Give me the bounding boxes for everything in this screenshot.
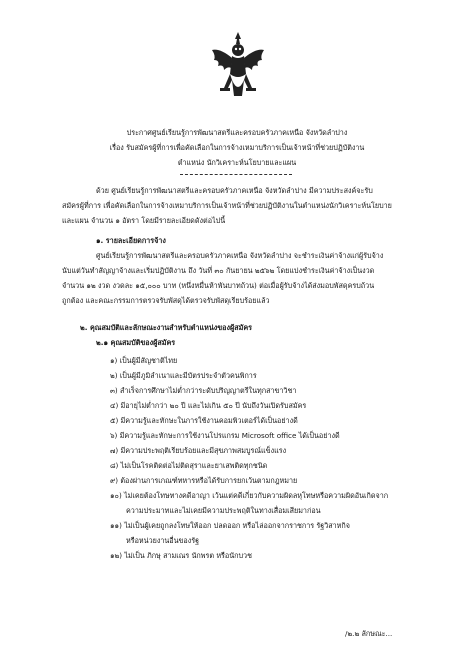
section-1-line: จำนวน ๑๒ งวด งวดละ ๑๕,๐๐๐ บาท (หนึ่งหมื่นห้าพันบาทถ้วน) ต่อเมื่อผู้รับจ้างได้ส่งมอบพัสดุครบถ้วน (62, 281, 375, 290)
qualification-item-continued: ความประมาทและไม่เคยมีความประพฤติในทางเสื่อมเสียมาก่อน (126, 506, 321, 515)
qualification-item: ๑๑) ไม่เป็นผู้เคยถูกลงโทษให้ออก ปลดออก หรือไล่ออกจากราชการ รัฐวิสาหกิจ (110, 521, 350, 530)
qualification-item: ๔) มีอายุไม่ต่ำกว่า ๒๐ ปี และไม่เกิน ๕๐ ปี นับถึงวันเปิดรับสมัคร (110, 401, 307, 410)
title-divider (180, 174, 292, 175)
qualification-item: ๒) เป็นผู้มีภูมิลำเนาและมีบัตรประจำตัวคนพิการ (110, 371, 257, 380)
section-2-heading: ๒. คุณสมบัติและลักษณะงานสำหรับตำแหน่งของผู้สมัคร (80, 323, 253, 332)
qualification-item: ๓) สำเร็จการศึกษาไม่ต่ำกว่าระดับปริญญาตรีในทุกสาขาวิชา (110, 386, 297, 395)
garuda-emblem-icon (210, 30, 266, 100)
intro-paragraph-line-2: สมัครผู้ที่การ เพื่อคัดเลือกในการจ้างเหมาบริการเป็นเจ้าหน้าที่ช่วยปฏิบัติงานในตำแหน่งนักวิเคราะห์นโยบาย (62, 201, 392, 210)
section-2-1-subheading: ๒.๑ คุณสมบัติของผู้สมัคร (96, 338, 176, 347)
qualification-item: ๑๐) ไม่เคยต้องโทษทางคดีอาญา เว้นแต่คดีเกี่ยวกับความผิดลหุโทษหรือความผิดอันเกิดจาก (110, 491, 389, 500)
qualification-item-continued: หรือหน่วยงานอื่นของรัฐ (126, 536, 200, 545)
qualification-item: ๑๒) ไม่เป็น ภิกษุ สามเณร นักพรต หรือนักบวช (110, 551, 252, 560)
qualification-item: ๖) มีความรู้และทักษะการใช้งานโปรแกรม Microsoft office ได้เป็นอย่างดี (110, 431, 340, 440)
announcement-title: ประกาศศูนย์เรียนรู้การพัฒนาสตรีและครอบครัวภาคเหนือ จังหวัดลำปาง (126, 128, 348, 137)
qualification-item: ๑) เป็นผู้มีสัญชาติไทย (110, 356, 178, 365)
section-1-line: นับแต่วันทำสัญญาจ้างและเริ่มปฏิบัติงาน ถึง วันที่ ๓๐ กันยายน ๒๕๖๒ โดยแบ่งชำระเงินค่าจ้างเป็นงวด (62, 266, 375, 275)
qualification-item: ๗) มีความประพฤติเรียบร้อยและมีสุขภาพสมบูรณ์แข็งแรง (110, 446, 287, 455)
continuation-note: /๒.๒ ลักษณะ... (345, 629, 393, 638)
section-1-line: ศูนย์เรียนรู้การพัฒนาสตรีและครอบครัวภาคเหนือ จังหวัดลำปาง จะชำระเงินค่าจ้างแก่ผู้รับจ้าง (96, 251, 384, 260)
qualification-item: ๕) มีความรู้และทักษะในการใช้งานคอมพิวเตอร์ได้เป็นอย่างดี (110, 416, 298, 425)
qualification-item: ๙) ต้องผ่านการเกณฑ์ทหารหรือได้รับการยกเว้นตามกฎหมาย (110, 476, 298, 485)
position-title: ตำแหน่ง นักวิเคราะห์นโยบายและแผน (177, 158, 297, 167)
intro-paragraph-line-1: ด้วย ศูนย์เรียนรู้การพัฒนาสตรีและครอบครัวภาคเหนือ จังหวัดลำปาง มีความประสงค์จะรับ (96, 186, 373, 195)
section-1-heading: ๑. รายละเอียดการจ้าง (96, 236, 166, 245)
section-1-line: ถูกต้อง และคณะกรรมการตรวจรับพัสดุได้ตรวจรับพัสดุเรียบร้อยแล้ว (62, 296, 270, 305)
intro-paragraph-line-3: และแผน จำนวน ๑ อัตรา โดยมีรายละเอียดดังต่อไปนี้ (62, 216, 226, 225)
announcement-subject: เรื่อง รับสมัครผู้ที่การเพื่อคัดเลือกในการจ้างเหมาบริการเป็นเจ้าหน้าที่ช่วยปฏิบัติงาน (109, 143, 365, 152)
qualification-item: ๘) ไม่เป็นโรคติดต่อไม่ติดสุราและยาเสพติดทุกชนิด (110, 461, 268, 470)
